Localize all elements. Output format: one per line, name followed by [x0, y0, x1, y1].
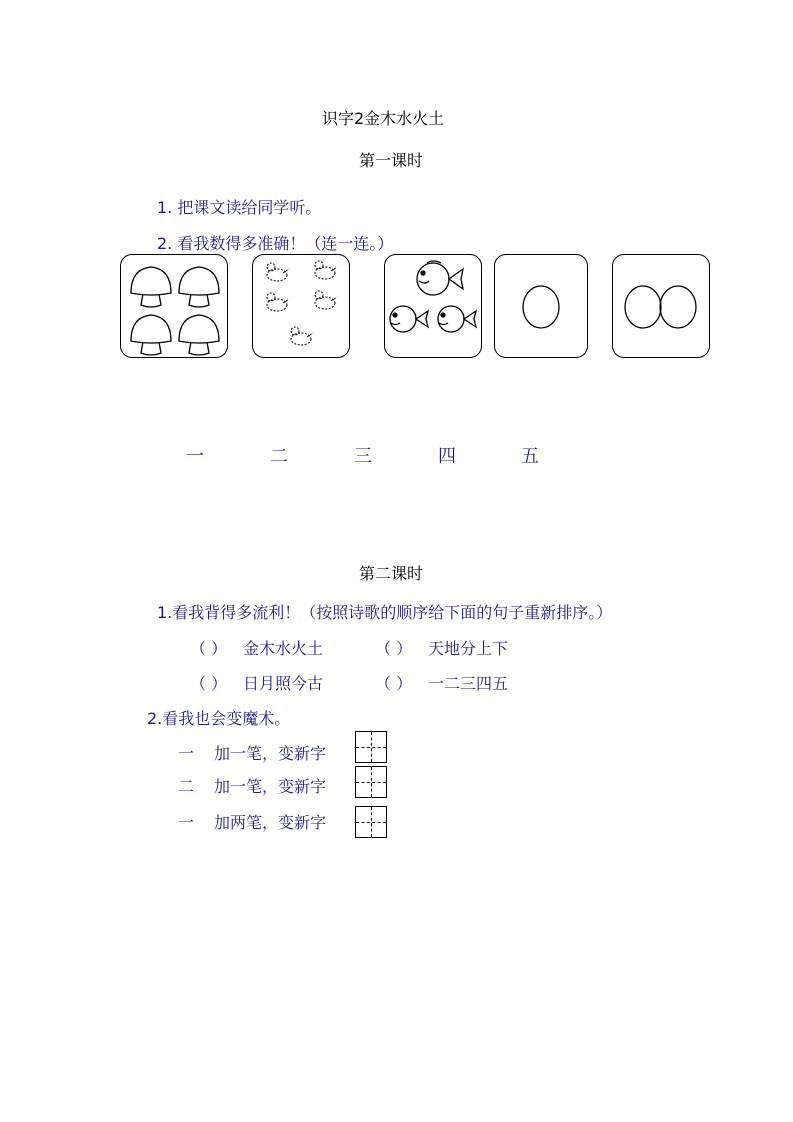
lesson1-question-1: 1. 把课文读给同学听。: [157, 198, 322, 217]
duck-box: [252, 254, 350, 358]
lesson2-question-1: 1.看我背得多流利！（按照诗歌的顺序给下面的句子重新排序。）: [157, 603, 613, 622]
order-item-paren[interactable]: （ ）: [190, 674, 228, 693]
order-item-paren[interactable]: （ ）: [375, 639, 413, 658]
magic-base-char: 一: [178, 744, 195, 763]
duck-icon: [253, 255, 349, 357]
magic-base-char: 一: [178, 813, 195, 832]
circle-icon: [495, 255, 587, 357]
order-item-text: 一二三四五: [428, 674, 509, 693]
mushroom-icon: [121, 255, 227, 357]
order-item-text: 天地分上下: [428, 639, 509, 658]
lesson1-question-2: 2. 看我数得多准确！（连一连。）: [157, 234, 394, 253]
number-label: 五: [521, 446, 539, 467]
magic-base-char: 二: [178, 777, 195, 796]
writing-grid-box[interactable]: [355, 731, 387, 763]
order-item-paren[interactable]: （ ）: [190, 639, 228, 658]
order-item-text: 日月照今古: [243, 674, 324, 693]
double-circle-box: [612, 254, 710, 358]
number-label: 四: [438, 446, 456, 467]
writing-grid-box[interactable]: [355, 806, 387, 838]
lesson2-heading: 第二课时: [359, 564, 424, 583]
single-circle-box: [494, 254, 588, 358]
magic-instruction: 加一笔，变新字: [214, 777, 327, 796]
order-item-paren[interactable]: （ ）: [375, 674, 413, 693]
number-label: 二: [270, 446, 288, 467]
lesson1-heading: 第一课时: [359, 151, 424, 170]
number-label: 一: [186, 446, 204, 467]
lesson2-question-2: 2.看我也会变魔术。: [147, 709, 291, 728]
writing-grid-box[interactable]: [355, 766, 387, 798]
magic-instruction: 加一笔，变新字: [214, 744, 327, 763]
fish-box: [384, 254, 482, 358]
order-item-text: 金木水火土: [243, 639, 324, 658]
circle-icon: [613, 255, 709, 357]
number-label: 三: [354, 446, 372, 467]
magic-instruction: 加两笔，变新字: [214, 813, 327, 832]
page-title: 识字2金木水火土: [322, 109, 445, 128]
fish-icon: [385, 255, 481, 357]
mushroom-box: [120, 254, 228, 358]
